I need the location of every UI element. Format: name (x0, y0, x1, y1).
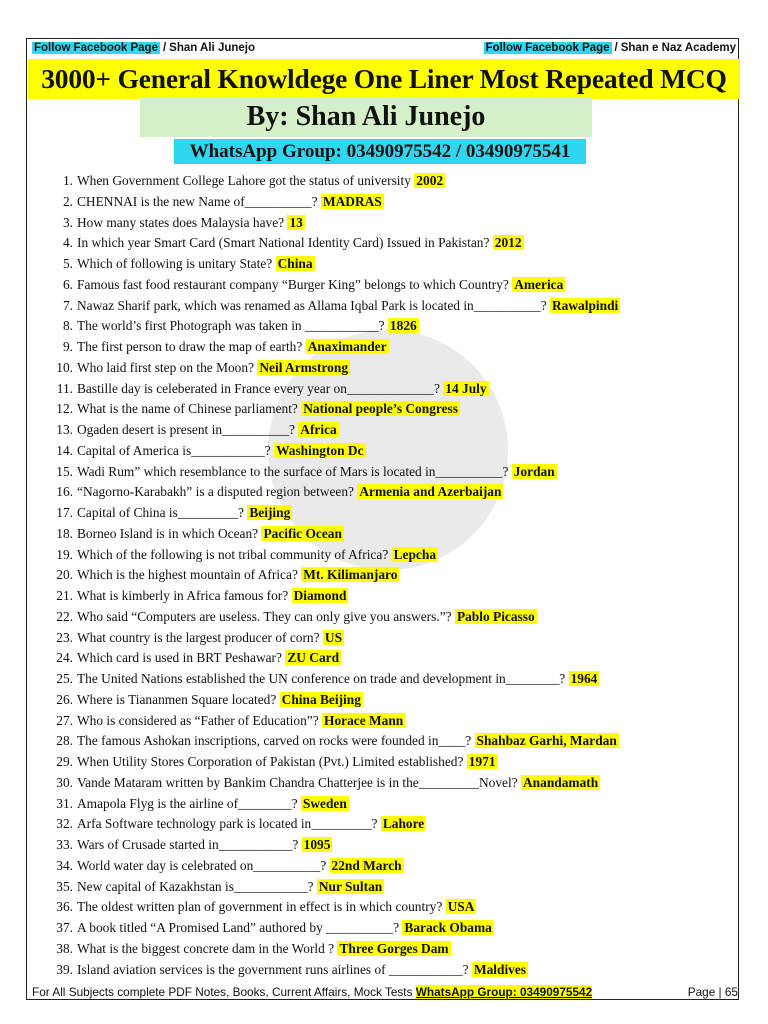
question-item (0, 233, 740, 254)
question-number: 2. (62, 193, 73, 209)
question-item (0, 337, 740, 358)
question-item (0, 545, 740, 566)
facebook-link-right[interactable]: Follow Facebook Page (485, 42, 610, 54)
answer-highlight: Nur Sultan (318, 878, 383, 894)
question-number: 37. (56, 920, 73, 935)
question-text: What is the biggest concrete dam in the World ? (77, 940, 338, 956)
author-name-left: Shan Ali Junejo (169, 42, 256, 54)
answer-highlight: ZU Card (287, 650, 340, 666)
header-row (32, 41, 736, 59)
answer-highlight: Horace Mann (324, 712, 404, 728)
footer-whatsapp[interactable]: WhatsApp Group: 03490975542 (415, 985, 593, 999)
question-text: Where is Tiananmen Square located? (77, 691, 280, 707)
author-banner: By: Shan Ali Junejo (140, 97, 592, 137)
answer-highlight: Beijing (249, 505, 291, 520)
question-item (0, 379, 740, 400)
question-item (0, 358, 740, 379)
question-item (0, 607, 740, 628)
question-number: 19. (56, 546, 73, 562)
question-number: 20. (56, 567, 73, 583)
answer-highlight: Armenia and Azerbaijan (359, 484, 502, 500)
question-item (0, 213, 740, 234)
answer-highlight: Sweden (302, 795, 347, 811)
answer-highlight: 22nd March (331, 857, 402, 873)
question-number: 8. (62, 318, 73, 334)
question-text: When Utility Stores Corporation of Pakistan (Pvt.) Limited established? (77, 754, 467, 769)
answer-highlight: 14 July (445, 380, 487, 396)
question-text: In which year Smart Card (Smart National Identity Card) Issued in Pakistan? (77, 235, 493, 251)
answer-highlight: 1964 (570, 671, 598, 686)
question-number: 10. (56, 359, 73, 375)
question-text: Which of the following is not tribal community of Africa? (77, 546, 392, 562)
question-number: 23. (56, 629, 73, 645)
answer-highlight: 1095 (303, 837, 331, 852)
question-number: 1. (62, 173, 73, 188)
question-text: Vande Mataram written by Bankim Chandra Chatterjee is in the_________Novel? (77, 774, 522, 790)
question-item (0, 296, 740, 317)
facebook-link-left[interactable]: Follow Facebook Page (34, 42, 158, 54)
question-text: “Nagorno-Karabakh” is a disputed region between? (77, 484, 358, 500)
question-list (0, 171, 740, 980)
question-item (0, 731, 740, 752)
question-item (0, 939, 740, 960)
answer-highlight: Anaximander (307, 339, 387, 354)
question-number: 4. (62, 235, 73, 251)
answer-highlight: 2012 (494, 235, 522, 251)
answer-highlight: 1826 (389, 318, 417, 334)
header-right (484, 42, 736, 54)
question-number: 39. (56, 961, 73, 977)
answer-highlight: National people’s Congress (303, 401, 458, 417)
question-item (0, 814, 740, 835)
question-number: 25. (56, 671, 73, 686)
question-item (0, 462, 740, 483)
answer-highlight: Barack Obama (404, 920, 492, 935)
question-number: 7. (62, 297, 73, 313)
question-number: 32. (56, 816, 73, 832)
question-text: World water day is celebrated on__________? (77, 857, 330, 873)
question-text: Who is considered as “Father of Education”? (77, 712, 323, 728)
question-item (0, 524, 740, 545)
footer-note (32, 985, 592, 999)
question-text: Capital of America is___________? (77, 442, 275, 458)
question-item (0, 586, 740, 607)
question-number: 38. (56, 940, 73, 956)
question-number: 3. (62, 214, 73, 230)
answer-highlight: US (324, 629, 343, 645)
footer (32, 985, 738, 1003)
header-left-separator: / (162, 42, 167, 54)
question-item (0, 420, 740, 441)
question-item (0, 648, 740, 669)
answer-highlight: 1971 (468, 754, 496, 769)
question-item (0, 192, 740, 213)
question-item (0, 275, 740, 296)
question-item (0, 794, 740, 815)
question-text: CHENNAI is the new Name of__________? (77, 193, 321, 209)
header-right-separator: / (614, 42, 618, 54)
question-number: 16. (56, 484, 73, 500)
question-number: 17. (56, 505, 73, 520)
header-left (32, 42, 255, 54)
question-text: Which of following is unitary State? (77, 256, 276, 271)
answer-highlight: Shahbaz Garhi, Mardan (476, 733, 617, 749)
question-item (0, 316, 740, 337)
question-item (0, 856, 740, 877)
question-text: Nawaz Sharif park, which was renamed as Allama Iqbal Park is located in__________? (77, 297, 550, 313)
question-text: Wars of Crusade started in___________? (77, 837, 302, 852)
answer-highlight: Maldives (473, 961, 527, 977)
answer-highlight: Washington Dc (276, 442, 364, 458)
answer-highlight: MADRAS (322, 193, 382, 209)
question-number: 18. (56, 525, 73, 541)
answer-highlight: Pacific Ocean (263, 525, 342, 541)
question-number: 12. (56, 401, 73, 417)
answer-highlight: Diamond (293, 588, 347, 603)
question-number: 30. (56, 774, 73, 790)
question-item (0, 565, 740, 586)
question-text: Island aviation services is the government runs airlines of ___________? (77, 961, 472, 977)
question-text: Wadi Rum” which resemblance to the surface of Mars is located in__________? (77, 463, 512, 479)
question-item (0, 960, 740, 981)
question-text: The oldest written plan of government in effect is in which country? (77, 899, 446, 915)
answer-highlight: Three Gorges Dam (339, 940, 449, 956)
question-number: 13. (56, 422, 73, 437)
question-text: Amapola Flyg is the airline of________? (77, 795, 301, 811)
whatsapp-banner: WhatsApp Group: 03490975542 / 03490975541 (174, 139, 586, 164)
question-number: 11. (56, 380, 73, 396)
question-text: A book titled “A Promised Land” authored by __________? (77, 920, 403, 935)
footer-text: For All Subjects complete PDF Notes, Books, Current Affairs, Mock Tests (32, 985, 416, 999)
question-item (0, 254, 740, 275)
question-number: 22. (56, 608, 73, 624)
question-text: The United Nations established the UN conference on trade and development in________? (77, 671, 569, 686)
question-item (0, 171, 740, 192)
academy-name-right: Shan e Naz Academy (620, 42, 736, 54)
question-item (0, 503, 740, 524)
question-item (0, 628, 740, 649)
question-item (0, 897, 740, 918)
question-text: The world’s first Photograph was taken in ___________? (77, 318, 388, 334)
question-number: 6. (62, 276, 73, 292)
question-number: 26. (56, 691, 73, 707)
question-text: Which card is used in BRT Peshawar? (77, 650, 286, 666)
answer-highlight: Anandamath (523, 774, 599, 790)
answer-highlight: China Beijing (281, 691, 361, 707)
question-item (0, 399, 740, 420)
answer-highlight: Rawalpindi (552, 297, 619, 313)
question-item (0, 690, 740, 711)
page-number: Page | 65 (687, 985, 738, 999)
answer-highlight: Africa (300, 422, 337, 437)
question-text: When Government College Lahore got the status of university (77, 173, 415, 188)
question-number: 28. (56, 733, 73, 749)
answer-highlight: Lahore (382, 816, 425, 832)
answer-highlight: America (514, 276, 564, 292)
answer-highlight: Mt. Kilimanjaro (303, 567, 398, 583)
question-text: Who said “Computers are useless. They can only give you answers.”? (77, 608, 455, 624)
answer-highlight: Neil Armstrong (259, 359, 349, 375)
answer-highlight: 2002 (416, 173, 444, 188)
question-text: Capital of China is_________? (77, 505, 248, 520)
answer-highlight: Pablo Picasso (456, 608, 535, 624)
question-number: 21. (56, 588, 73, 603)
question-text: How many states does Malaysia have? (77, 214, 288, 230)
question-item (0, 877, 740, 898)
question-text: The famous Ashokan inscriptions, carved on rocks were founded in____? (77, 733, 475, 749)
question-number: 33. (56, 837, 73, 852)
question-item (0, 835, 740, 856)
question-number: 31. (56, 795, 73, 811)
question-text: Ogaden desert is present in__________? (77, 422, 299, 437)
question-text: New capital of Kazakhstan is___________? (77, 878, 317, 894)
question-text: What country is the largest producer of corn? (77, 629, 323, 645)
question-item (0, 482, 740, 503)
question-text: Famous fast food restaurant company “Burger King” belongs to which Country? (77, 276, 513, 292)
question-number: 5. (62, 256, 73, 271)
question-number: 35. (56, 878, 73, 894)
answer-highlight: 13 (289, 214, 303, 230)
answer-highlight: China (277, 256, 313, 271)
question-number: 15. (56, 463, 73, 479)
question-text: What is kimberly in Africa famous for? (77, 588, 292, 603)
question-item (0, 711, 740, 732)
question-number: 27. (56, 712, 73, 728)
answer-highlight: Lepcha (393, 546, 437, 562)
question-text: Arfa Software technology park is located in_________? (77, 816, 381, 832)
question-text: What is the name of Chinese parliament? (77, 401, 302, 417)
question-number: 34. (56, 857, 73, 873)
question-text: Borneo Island is in which Ocean? (77, 525, 262, 541)
question-item (0, 441, 740, 462)
question-number: 36. (56, 899, 73, 915)
page-title: 3000+ General Knowldege One Liner Most Repeated MCQ (28, 59, 740, 99)
question-item (0, 752, 740, 773)
question-text: Which is the highest mountain of Africa? (77, 567, 302, 583)
question-number: 9. (62, 339, 73, 354)
question-number: 29. (56, 754, 73, 769)
question-text: Bastille day is celeberated in France every year on_____________? (77, 380, 444, 396)
answer-highlight: Jordan (513, 463, 555, 479)
question-item (0, 918, 740, 939)
answer-highlight: USA (447, 899, 475, 915)
question-number: 14. (56, 442, 73, 458)
question-text: Who laid first step on the Moon? (77, 359, 258, 375)
question-item (0, 773, 740, 794)
question-item (0, 669, 740, 690)
question-number: 24. (56, 650, 73, 666)
question-text: The first person to draw the map of earth? (77, 339, 306, 354)
